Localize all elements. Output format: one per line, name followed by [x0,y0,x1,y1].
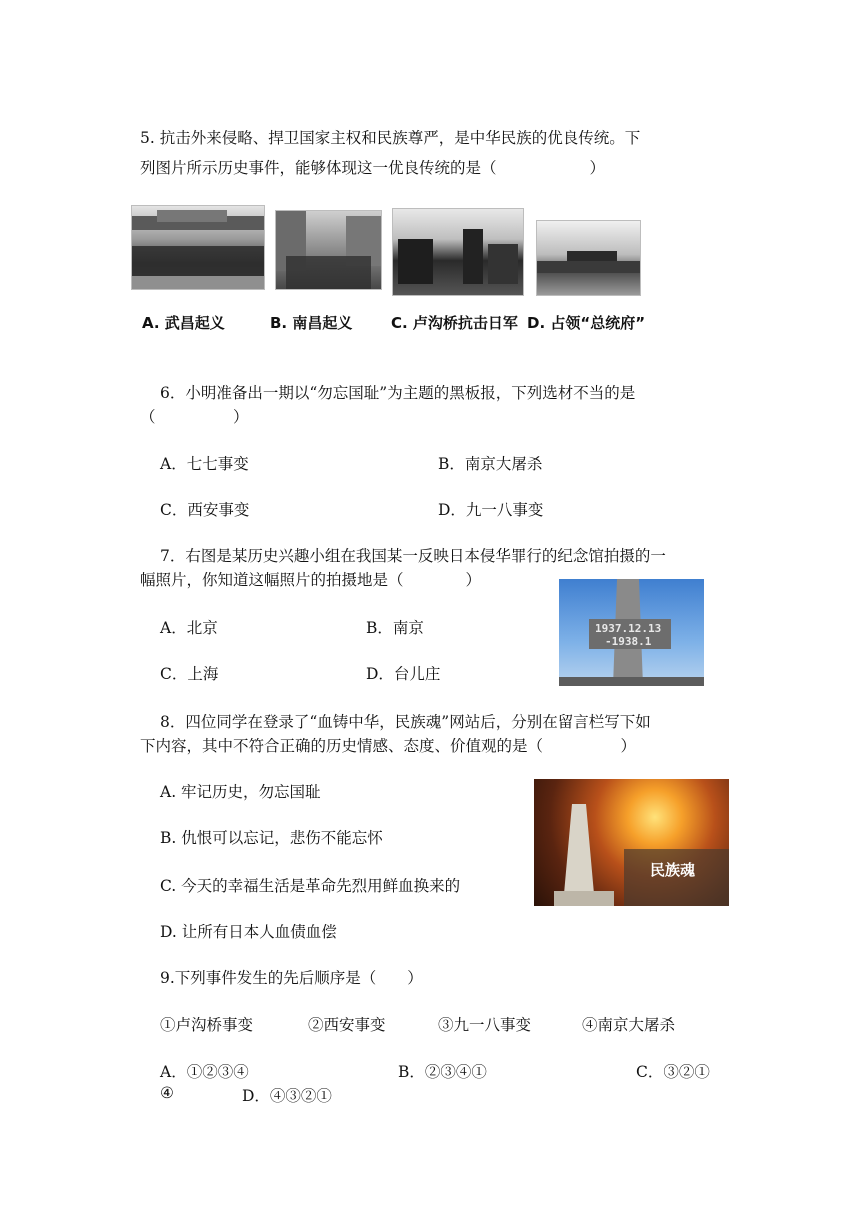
q5-caption-c: C. 卢沟桥抗击日军 [391,314,518,332]
q8-option-b: B. 仇恨可以忘记，悲伤不能忘怀 [160,829,383,847]
q8-stem-line2: 下内容，其中不符合正确的历史情感、态度、价值观的是（ ） [140,737,637,755]
q7-option-c: C．上海 [160,665,219,683]
q5-stem-line2: 列图片所示历史事件，能够体现这一优良传统的是（ ） [140,159,606,177]
q6-option-d: D．九一八事变 [438,501,544,519]
q6-option-c: C．西安事变 [160,501,250,519]
national-soul-caption: 民族魂 [650,861,696,879]
q6-stem-line2: （ ） [140,408,249,426]
q9-event-4: ④南京大屠杀 [582,1016,676,1034]
q7-option-a: A．北京 [160,619,218,637]
q9-option-b: B．②③④① [398,1063,487,1081]
memorial-monument-photo [559,579,704,686]
q7-option-d: D．台儿庄 [366,665,441,683]
memorial-date-bottom: -1938.1 [605,635,652,648]
memorial-date-top: 1937.12.13 [595,622,662,635]
q7-stem-line1: 7．右图是某历史兴趣小组在我国某一反映日本侵华罪行的纪念馆拍摄的一 [160,547,666,565]
lugou-bridge-battle-photo [392,208,524,296]
q9-option-c: C．③②① [636,1063,710,1081]
q8-option-c: C. 今天的幸福生活是革命先烈用鲜血换来的 [160,877,461,895]
q9-stem: 9.下列事件发生的先后顺序是（ ） [160,969,423,987]
q5-caption-b: B. 南昌起义 [270,314,353,332]
q9-event-1: ①卢沟桥事变 [160,1016,254,1034]
wuchang-uprising-photo [131,205,265,290]
q8-stem-line1: 8．四位同学在登录了“血铸中华，民族魂”网站后，分别在留言栏写下如 [160,713,651,731]
q7-stem-line2: 幅照片，你知道这幅照片的拍摄地是（ ） [140,571,482,589]
q6-option-b: B．南京大屠杀 [438,455,543,473]
q6-option-a: A．七七事变 [160,455,249,473]
q5-caption-d: D. 占领“总统府” [527,314,646,332]
presidential-palace-photo [536,220,641,296]
q6-stem-line1: 6．小明准备出一期以“勿忘国耻”为主题的黑板报，下列选材不当的是 [160,384,636,402]
q8-option-a: A. 牢记历史，勿忘国耻 [160,783,321,801]
q9-option-a: A．①②③④ [160,1063,249,1081]
q9-option-d: D．④③②① [242,1087,332,1105]
q7-option-b: B．南京 [366,619,424,637]
q9-option-c-continued: ④ [160,1084,174,1102]
q5-caption-a: A. 武昌起义 [142,314,225,332]
nanchang-uprising-photo [275,210,382,290]
q5-stem-line1: 5. 抗击外来侵略、捍卫国家主权和民族尊严，是中华民族的优良传统。下 [140,129,641,147]
q8-option-d: D. 让所有日本人血债血偿 [160,923,337,941]
national-soul-photo [534,779,729,906]
q9-event-3: ③九一八事变 [438,1016,532,1034]
q9-event-2: ②西安事变 [308,1016,386,1034]
